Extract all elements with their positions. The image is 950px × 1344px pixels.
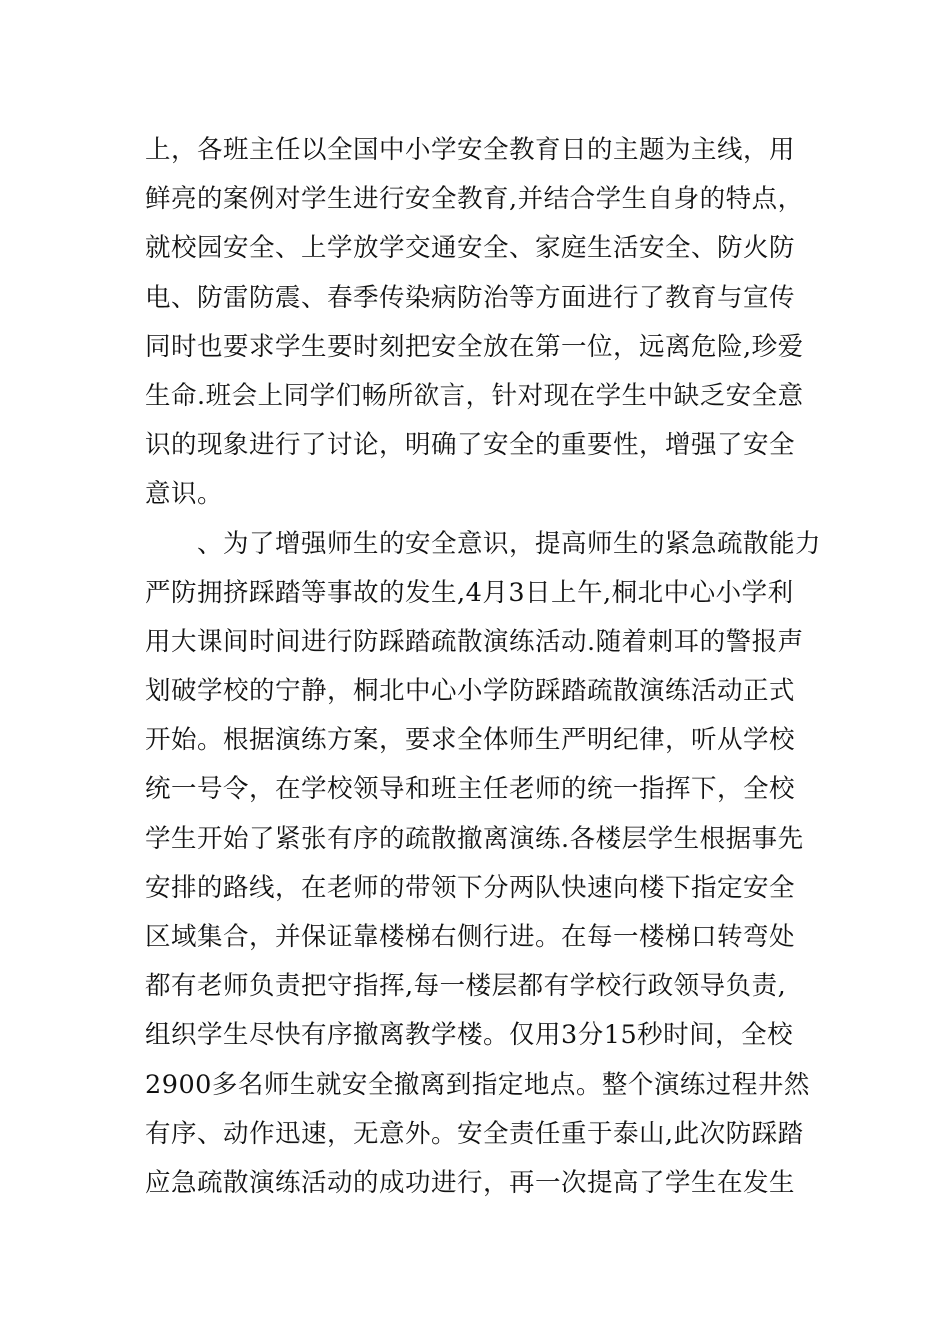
text-line: 划破学校的宁静，桐北中心小学防踩踏疏散演练活动正式: [145, 676, 796, 707]
text-line: 电、防雷防震、春季传染病防治等方面进行了教育与宣传: [145, 282, 796, 313]
text-line: 有序、动作迅速，无意外。安全责任重于泰山,此次防踩踏: [145, 1118, 804, 1149]
text-line: 鲜亮的案例对学生进行安全教育,并结合学生自身的特点，: [145, 184, 804, 215]
text-line: 区域集合，并保证靠楼梯右侧行进。在每一楼梯口转弯处: [145, 922, 796, 952]
text-line: 组织学生尽快有序撤离教学楼。仅用3分15秒时间，全校: [145, 1020, 794, 1051]
text-line: 学生开始了紧张有序的疏散撤离演练.各楼层学生根据事先: [145, 823, 804, 854]
text-line: 开始。根据演练方案，要求全体师生严明纪律，听从学校: [145, 725, 796, 756]
text-line: 严防拥挤踩踏等事故的发生,4月3日上午,桐北中心小学利: [145, 577, 794, 608]
body-text: [145, 126, 822, 1208]
text-line: 应急疏散演练活动的成功进行，再一次提高了学生在发生: [145, 1167, 796, 1198]
text-line: 同时也要求学生要时刻把安全放在第一位，远离危险,珍爱: [145, 331, 804, 362]
text-line: 就校园安全、上学放学交通安全、家庭生活安全、防火防: [145, 233, 796, 264]
text-line: 生命.班会上同学们畅所欲言，针对现在学生中缺乏安全意: [145, 380, 804, 411]
text-line: 统一号令，在学校领导和班主任老师的统一指挥下，全校: [145, 774, 796, 805]
text-line: 2900多名师生就安全撤离到指定地点。整个演练过程井然: [145, 1069, 810, 1100]
paragraph-start-line: 、为了增强师生的安全意识，提高师生的紧急疏散能力: [145, 528, 822, 559]
text-line: 识的现象进行了讨论，明确了安全的重要性，增强了安全: [145, 430, 796, 461]
text-line: 安排的路线，在老师的带领下分两队快速向楼下指定安全: [145, 872, 796, 903]
text-line: 都有老师负责把守指挥,每一楼层都有学校行政领导负责,: [145, 971, 787, 1002]
text-line: 意识。: [145, 479, 224, 510]
text-line: 上，各班主任以全国中小学安全教育日的主题为主线，用: [145, 135, 796, 165]
text-line: 用大课间时间进行防踩踏疏散演练活动.随着刺耳的警报声: [145, 626, 804, 657]
